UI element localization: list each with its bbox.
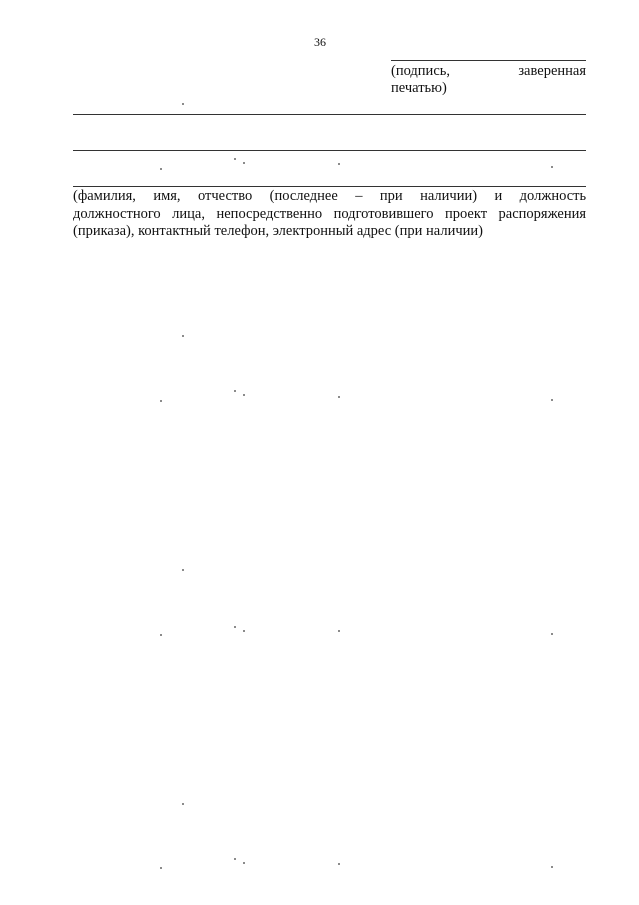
scan-speck bbox=[243, 862, 245, 864]
scan-speck bbox=[160, 400, 162, 402]
scan-speck bbox=[182, 803, 184, 805]
caption-word: проект bbox=[444, 205, 488, 222]
scan-speck bbox=[551, 166, 553, 168]
blank-line-1 bbox=[73, 114, 586, 115]
official-caption-line-1 bbox=[73, 188, 586, 206]
caption-word: должностного bbox=[73, 205, 161, 222]
caption-word: при bbox=[379, 188, 403, 204]
official-caption-line-3: (приказа), контактный телефон, электронный адрес (при наличии) bbox=[73, 223, 483, 239]
caption-word: распоряжения bbox=[498, 205, 587, 222]
official-caption bbox=[73, 188, 586, 241]
caption-word: должность bbox=[519, 188, 587, 204]
signature-line bbox=[391, 60, 586, 61]
caption-word: отчество bbox=[197, 188, 253, 204]
caption-word: подготовившего bbox=[333, 205, 434, 222]
scan-speck bbox=[243, 630, 245, 632]
caption-word: наличии) bbox=[420, 188, 478, 204]
page-number: 36 bbox=[314, 35, 326, 49]
caption-word: имя, bbox=[153, 188, 181, 204]
scan-speck bbox=[182, 569, 184, 571]
scan-speck bbox=[338, 863, 340, 865]
caption-word: (последнее bbox=[269, 188, 338, 204]
blank-line-2 bbox=[73, 150, 586, 151]
scan-speck bbox=[234, 158, 236, 160]
scan-speck bbox=[234, 390, 236, 392]
scan-speck bbox=[338, 630, 340, 632]
scan-speck bbox=[160, 168, 162, 170]
caption-word: лица, bbox=[172, 205, 205, 222]
scan-speck bbox=[234, 626, 236, 628]
caption-word: – bbox=[355, 188, 363, 204]
scan-speck bbox=[160, 634, 162, 636]
scan-speck bbox=[338, 396, 340, 398]
scan-speck bbox=[243, 394, 245, 396]
scan-speck bbox=[338, 163, 340, 165]
scan-speck bbox=[551, 399, 553, 401]
caption-word: (фамилия, bbox=[73, 188, 136, 204]
caption-word: непосредственно bbox=[216, 205, 323, 222]
blank-line-3 bbox=[73, 186, 586, 187]
scan-speck bbox=[160, 867, 162, 869]
scan-speck bbox=[182, 103, 184, 105]
signature-caption-word1: (подпись, bbox=[391, 63, 450, 79]
scan-speck bbox=[182, 335, 184, 337]
scan-speck bbox=[551, 633, 553, 635]
scan-speck bbox=[234, 858, 236, 860]
caption-word: и bbox=[494, 188, 503, 204]
scan-speck bbox=[551, 866, 553, 868]
scan-speck bbox=[243, 162, 245, 164]
signature-caption-line2: печатью) bbox=[391, 80, 447, 96]
official-caption-line-2 bbox=[73, 206, 586, 224]
signature-caption-word2: заверенная bbox=[518, 63, 586, 79]
signature-caption bbox=[391, 63, 586, 97]
